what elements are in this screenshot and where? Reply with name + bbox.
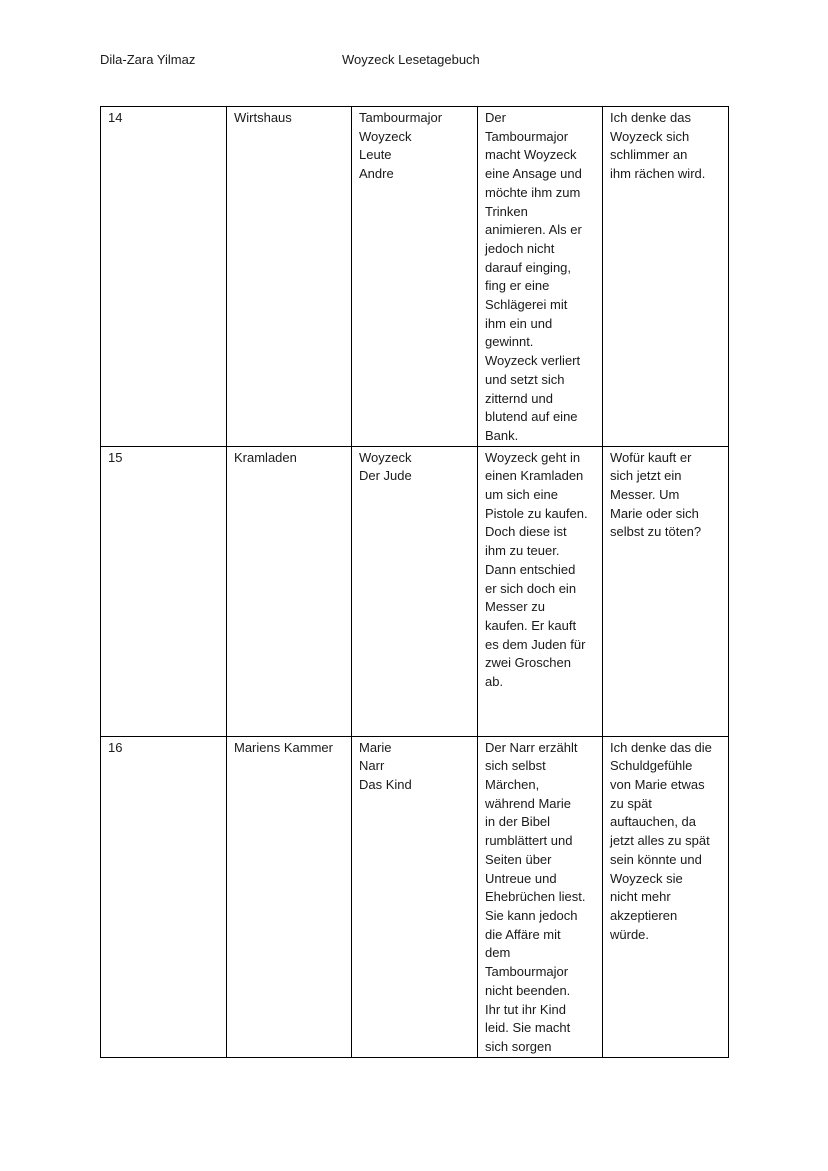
- scene-summary-cell: [478, 736, 603, 1057]
- table-row: [101, 107, 729, 447]
- table-row: [101, 446, 729, 736]
- scene-summary: Woyzeck geht in einen Kramladen um sich eine Pistole zu kaufen. Doch diese ist ihm zu teuer. Dann entschied er sich doch ein Messer zu kaufen. Er kauft es dem Juden für zwei Groschen ab.: [485, 449, 588, 690]
- scene-thoughts: Wofür kauft er sich jetzt ein Messer. Um Marie oder sich selbst zu töten?: [610, 449, 702, 540]
- scene-summary: Der Tambourmajor macht Woyzeck eine Ansage und möchte ihm zum Trinken animieren. Als er jedoch nicht darauf einging, fing er eine Schlägerei mit ihm ein und gewinnt. Woyzeck verliert und setzt sich zitternd und blutend auf eine Bank.: [485, 110, 582, 443]
- scene-place-cell: [227, 736, 352, 1057]
- scene-thoughts: Ich denke das Woyzeck sich schlimmer an ihm rächen wird.: [610, 110, 706, 182]
- scene-number: 15: [108, 449, 123, 465]
- scene-persons-cell: [352, 107, 478, 447]
- document-title: Woyzeck Lesetagebuch: [342, 52, 480, 67]
- scene-thoughts-cell: [603, 736, 729, 1057]
- scene-thoughts: Ich denke das die Schuldgefühle von Marie etwas zu spät auftauchen, da jetzt alles zu spät sein könnte und Woyzeck sie nicht mehr akzeptieren würde.: [610, 739, 712, 942]
- scene-thoughts-cell: [603, 107, 729, 447]
- scene-persons: Marie Narr Das Kind: [359, 739, 412, 793]
- scene-summary-cell: [478, 107, 603, 447]
- scene-persons-cell: [352, 446, 478, 736]
- scene-number: 16: [108, 739, 123, 755]
- scene-persons: Woyzeck Der Jude: [359, 449, 412, 484]
- scene-persons-cell: [352, 736, 478, 1057]
- scene-summary-cell: [478, 446, 603, 736]
- scene-summary: Der Narr erzählt sich selbst Märchen, während Marie in der Bibel rumblättert und Seiten über Untreue und Ehebrüchen liest. Sie kann jedoch die Affäre mit dem Tambourmajor nicht beenden. Ihr tut ihr Kind leid. Sie macht sich sorgen: [485, 739, 586, 1054]
- scene-number-cell: [101, 446, 227, 736]
- author-name: Dila-Zara Yilmaz: [100, 52, 196, 67]
- scene-persons: Tambourmajor Woyzeck Leute Andre: [359, 110, 443, 182]
- scene-number-cell: [101, 107, 227, 447]
- scene-place: Kramladen: [234, 449, 297, 465]
- scene-place: Mariens Kammer: [234, 739, 333, 755]
- scene-place-cell: [227, 107, 352, 447]
- scene-number: 14: [108, 110, 123, 125]
- scene-place: Wirtshaus: [234, 110, 292, 125]
- scene-thoughts-cell: [603, 446, 729, 736]
- table-row: [101, 736, 729, 1057]
- scene-place-cell: [227, 446, 352, 736]
- scene-number-cell: [101, 736, 227, 1057]
- reading-log-table: [100, 106, 729, 1058]
